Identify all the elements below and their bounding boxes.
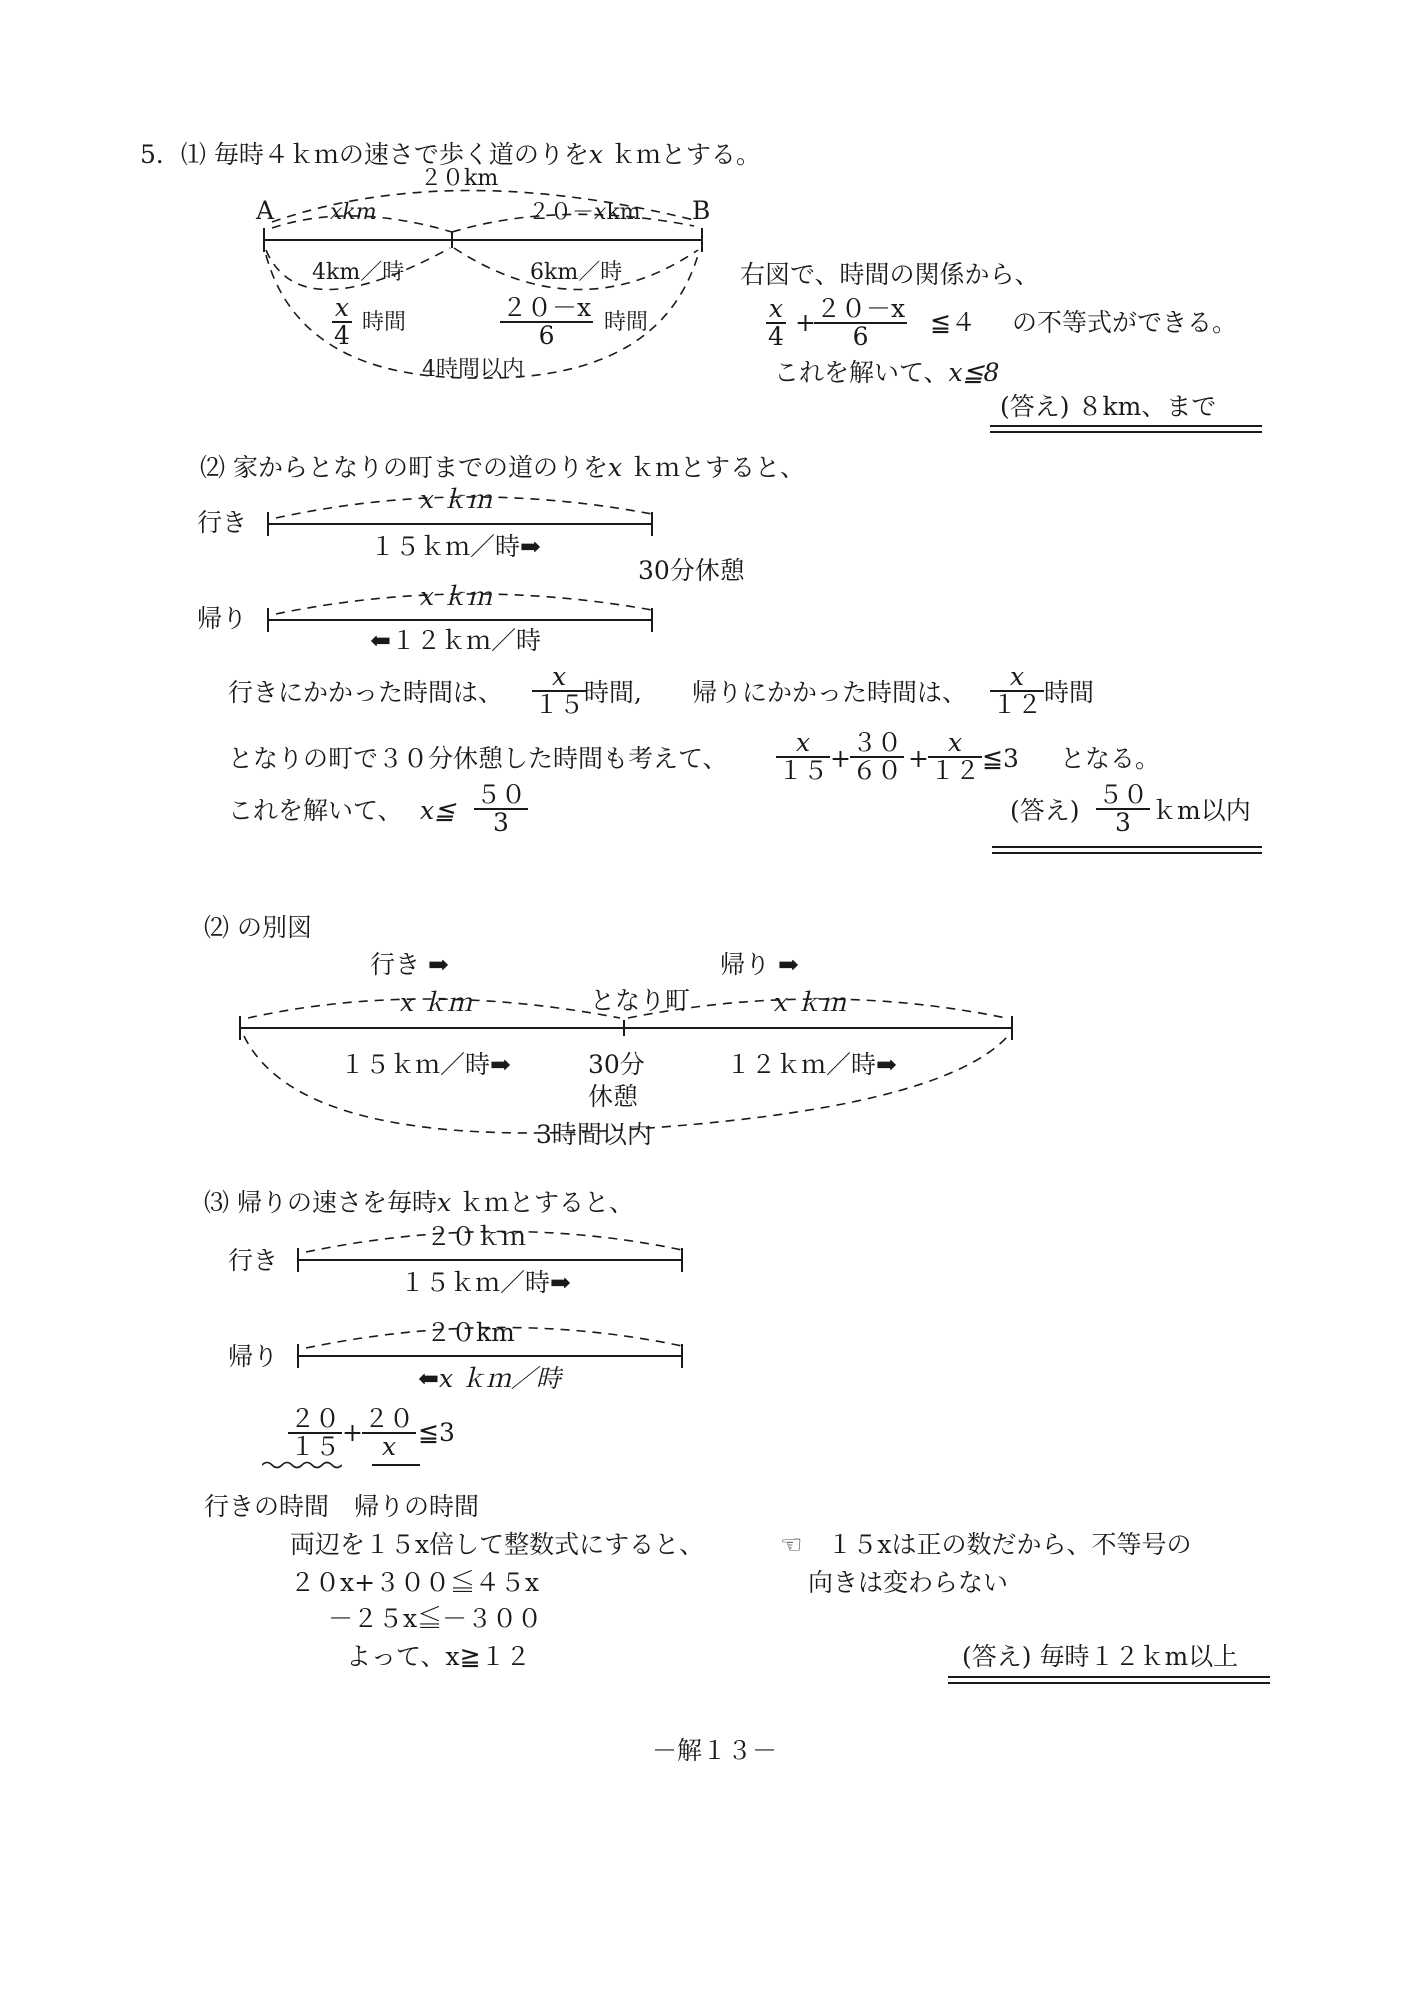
- page-number: －解１３－: [652, 1736, 778, 1765]
- p3-back-distance: ２０km: [426, 1318, 515, 1347]
- p3-back-label: 帰り: [228, 1342, 279, 1371]
- equation-fraction-3: x １２: [930, 728, 981, 785]
- inequality-rhs: ≦４: [930, 308, 976, 337]
- back-label: 帰り: [197, 604, 248, 633]
- alt-rest-line-1: 30分: [588, 1050, 645, 1079]
- right-segment-label: ２０－xkm: [528, 200, 641, 225]
- p3-fraction-2: ２０ x: [364, 1404, 415, 1461]
- right-speed-label: 6km／時: [530, 260, 623, 285]
- go-time-wavy-underline: [262, 1460, 342, 1470]
- note-line-1: ☜ １５xは正の数だから、不等号の: [780, 1530, 1192, 1559]
- back-distance-label: x ｋｍ: [420, 582, 493, 611]
- p3-fraction-1: ２０ １５: [290, 1404, 341, 1461]
- problem-3-heading: ⑶ 帰りの速さを毎時x ｋｍとすると、: [204, 1188, 635, 1217]
- left-time-fraction: $\frac{x}{4}$: [334, 293, 350, 350]
- rest-label: 30分休憩: [638, 556, 745, 585]
- p3-go-label: 行き: [228, 1246, 279, 1275]
- p3-go-distance: ２０ｋｍ: [426, 1222, 527, 1251]
- explanation-line: 右図で、時間の関係から、: [740, 260, 1040, 289]
- left-time-unit: 時間: [362, 310, 407, 335]
- equation-plus-2: +: [908, 744, 929, 773]
- right-time-unit: 時間: [604, 310, 649, 335]
- p3-rhs: ≦3: [418, 1418, 455, 1447]
- answer-2-unit: ｋm以内: [1152, 796, 1251, 825]
- step-4: よって、x≧１２: [346, 1642, 531, 1671]
- problem-2-heading: ⑵ 家からとなりの町までの道のりをx ｋｍとすると、: [200, 453, 806, 482]
- back-speed-label: ⬅１２ｋｍ／時: [370, 626, 541, 655]
- point-a-label: A: [256, 196, 275, 225]
- back-time-fraction: x １２: [992, 662, 1043, 719]
- answer-3: (答え) 毎時１２ｋm以上: [962, 1642, 1239, 1671]
- back-time-underline: [372, 1464, 420, 1466]
- alt-time-limit: 3時間以内: [536, 1120, 652, 1149]
- go-speed-label: １５ｋｍ／時➡: [370, 532, 541, 561]
- p3-plus: +: [342, 1418, 363, 1447]
- go-time-text: 行きにかかった時間は、: [228, 678, 504, 707]
- alt-figure-heading: ⑵ の別図: [204, 913, 312, 942]
- alt-left-distance: x ｋｍ: [400, 988, 473, 1017]
- answer-3-underline: [948, 1676, 1270, 1684]
- back-time-unit: 時間: [1044, 678, 1095, 707]
- total-distance-label: ２０km: [420, 166, 499, 191]
- go-time-fraction: x １５: [534, 662, 585, 719]
- solve-2-lhs: x≦: [420, 796, 456, 825]
- point-b-label: B: [692, 196, 711, 225]
- inequality-tail: の不等式ができる。: [1012, 308, 1238, 337]
- note-line-2: 向きは変わらない: [808, 1568, 1009, 1597]
- step-1: 両辺を１５x倍して整数式にすると、: [290, 1530, 705, 1559]
- solve-2-text: これを解いて、: [228, 796, 403, 825]
- time-caption: 行きの時間 帰りの時間: [204, 1492, 480, 1521]
- answer-2-fraction: ５０ 3: [1098, 780, 1149, 837]
- alt-town-label: となり町: [590, 986, 691, 1015]
- solve-line: これを解いて、x≦8: [774, 358, 1000, 387]
- equation-fraction-2: ３０ ６０: [852, 728, 903, 785]
- time-limit-label: 4時間以内: [422, 357, 524, 382]
- right-time-fraction: $\frac{20-x}{6}$: [502, 293, 592, 350]
- left-segment-label: xkm: [330, 200, 377, 225]
- inequality-plus: +: [795, 308, 816, 337]
- problem-1-heading: 5．⑴ 毎時４ｋｍの速さで歩く道のりをx ｋｍとする。: [140, 140, 761, 169]
- answer-2-prefix: (答え): [1010, 796, 1080, 825]
- alt-back-label: 帰り ➡: [720, 950, 799, 979]
- p3-back-speed: ⬅x ｋｍ／時: [418, 1364, 561, 1393]
- left-speed-label: 4km／時: [312, 260, 405, 285]
- go-distance-label: x ｋｍ: [420, 485, 493, 514]
- back-time-text: 帰りにかかった時間は、: [692, 678, 968, 707]
- p3-go-speed: １５ｋｍ／時➡: [400, 1268, 571, 1297]
- answer-1: (答え) ８km、まで: [1000, 392, 1217, 421]
- equation-text: となりの町で３０分休憩した時間も考えて、: [228, 744, 728, 773]
- equation-fraction-1: x １５: [778, 728, 829, 785]
- equation-plus-1: +: [830, 744, 851, 773]
- alt-left-speed: １５ｋｍ／時➡: [340, 1050, 511, 1079]
- equation-rhs: ≦3: [982, 744, 1019, 773]
- alt-go-label: 行き ➡: [370, 950, 449, 979]
- solve-2-fraction: ５０ 3: [476, 780, 527, 837]
- step-3: －２５x≦－３００: [328, 1604, 543, 1633]
- equation-tail: となる。: [1060, 744, 1161, 773]
- alt-right-speed: １２ｋｍ／時➡: [726, 1050, 897, 1079]
- go-label: 行き: [197, 508, 248, 537]
- step-2: ２０x+３００≦４５x: [290, 1568, 540, 1597]
- alt-right-distance: x ｋｍ: [774, 988, 847, 1017]
- inequality-fraction-1: $\frac{x}{4}$: [768, 294, 784, 351]
- go-time-unit: 時間,: [584, 678, 642, 707]
- inequality-fraction-2: $\frac{20-x}{6}$: [816, 294, 906, 351]
- alt-rest-line-2: 休憩: [588, 1082, 639, 1111]
